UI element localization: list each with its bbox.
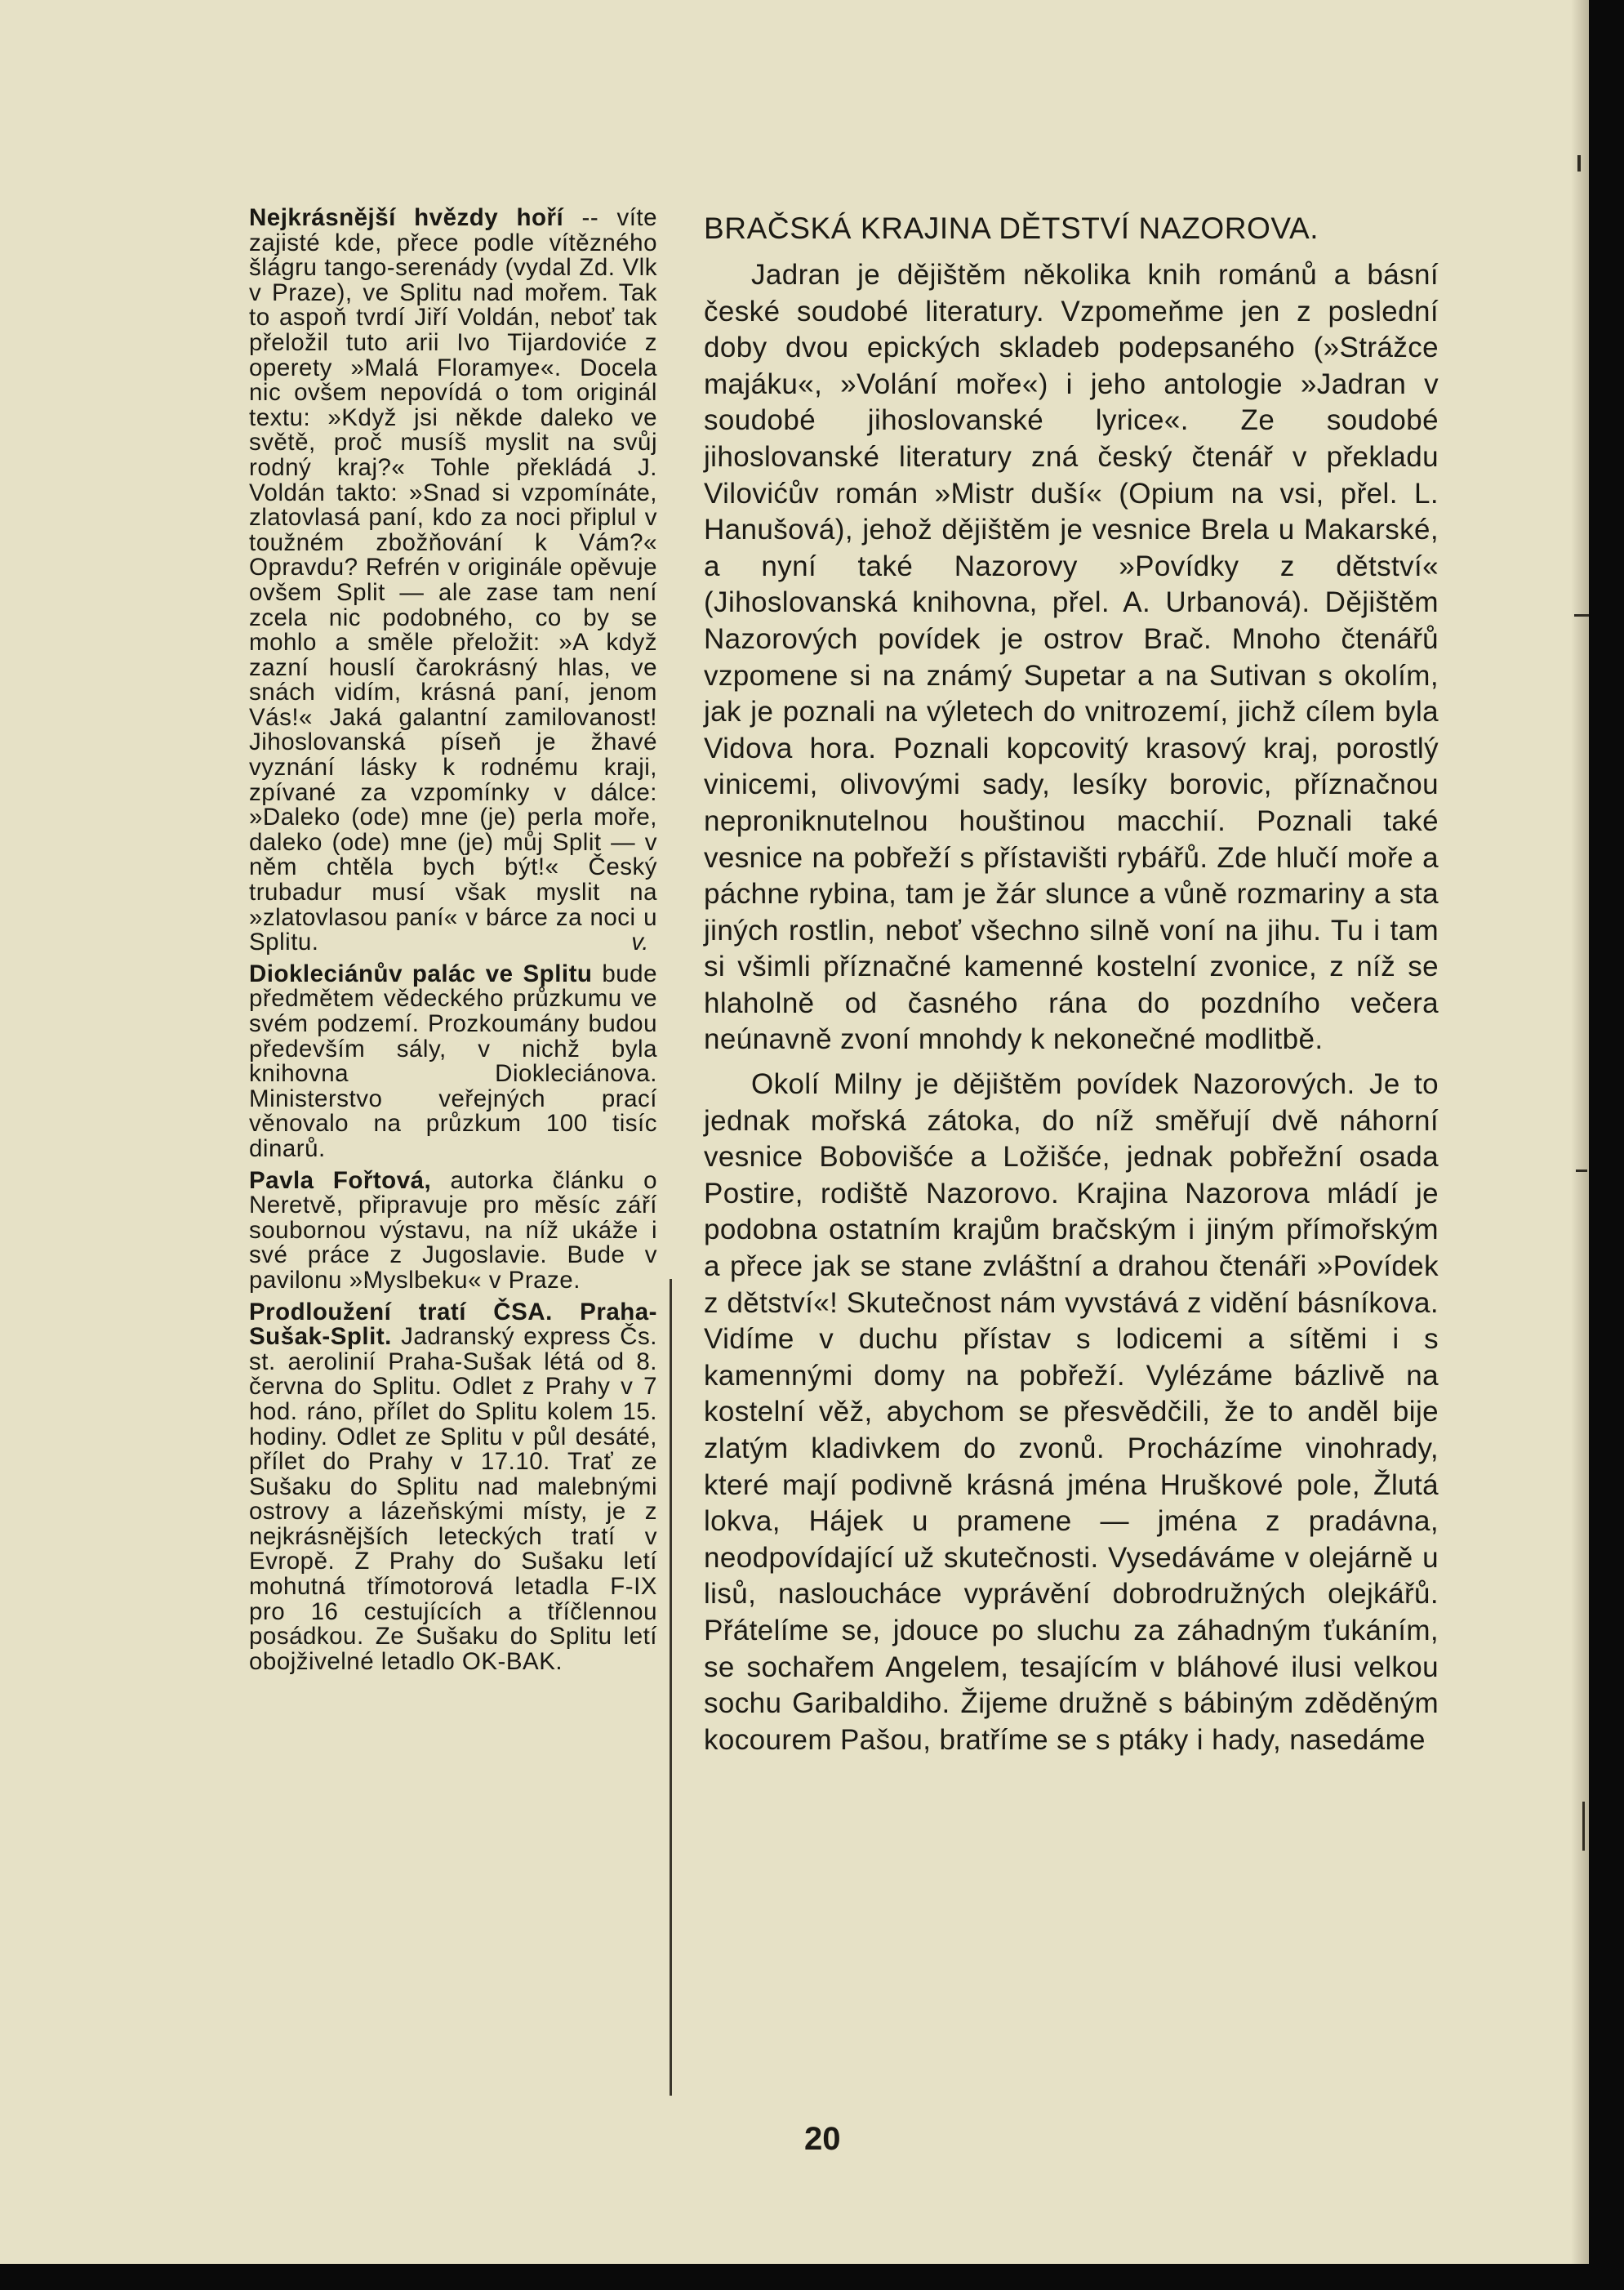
article-column <box>704 208 1439 1767</box>
news-headline: Pavla Fořtová, <box>249 1166 432 1194</box>
author-signature: v. <box>631 929 649 956</box>
news-item <box>249 962 657 1162</box>
article-title: BRAČSKÁ KRAJINA DĚTSTVÍ NAZOROVA. <box>704 212 1319 245</box>
news-headline: Nejkrásnější hvězdy hoří <box>249 204 564 231</box>
news-text: Jadranský express Čs. st. aerolinií Praha-Sušak létá od 8. června do Splitu. Odlet z Prahy v 7 hod. ráno, přílet do Splitu kolem 15. hodiny. Odlet ze Splitu v půl desáté, přílet do Prahy v 17.10. Trať ze Sušaku do Splitu nad malebnými ostrovy a lázeňskými místy, je z nejkrásnějších leteckých tratí v Evropě. Z Prahy do Sušaku letí mohutná třímotorová letadla F-IX pro 16 cestujících a tříčlennou posádkou. Ze Sušaku do Splitu letí obojživelné letadlo OK-BAK. <box>249 1323 657 1675</box>
article-paragraph: Okolí Milny je dějištěm povídek Nazorových. Je to jednak mořská zátoka, do níž směřují dvě náhorní vesnice Bobovišće a Ložišće, jednak pobřežní osada Postire, rodiště Nazorovo. Krajina Nazorova mládí je podobna ostatním krajům bračským i jiným přímořským a přece jak se stane zvláštní a drahou čtenáři »Povídek z dětství«! Skutečnost nám vyvstává z vidění básníkova. Vidíme v duchu přístav s lodicemi a sítěmi i s kamennými domy na pobřeží. Vylézáme bázlivě na kostelní věž, abychom se přesvědčili, že to anděl bije zlatým kladivkem do zvonů. Procházíme vinohrady, které mají podivně krásná jména Hruškové pole, Žlutá lokva, Hájek u pramene — jména z pradávna, neodpovídající už skutečnosti. Vysedáváme v olejárně u lisů, nasloucháce vyprávění dobrodružných olejkářů. Přátelíme se, jdouce po sluchu za záhadným ťukáním, se sochařem Angelem, tesajícím v bláhové ilusi velkou sochu Garibaldiho. Žijeme družně s bábiným zděděným kocourem Pašou, bratříme se s ptáky i hady, nasedáme <box>704 1068 1439 1756</box>
news-column <box>249 206 657 1681</box>
edge-mark <box>1577 155 1581 172</box>
edge-mark <box>1576 1170 1587 1172</box>
news-headline: Prodloužení tratí ČSA. Praha-Sušak-Split. <box>249 1298 657 1351</box>
news-item <box>249 206 657 956</box>
news-headline: Diokleciánův palác ve Splitu <box>249 960 593 987</box>
news-item <box>249 1300 657 1675</box>
column-divider <box>670 1279 672 2096</box>
page-number: 20 <box>804 2121 841 2157</box>
news-text: autorka článku o Neretvě, připravuje pro měsíc září soubornou výstavu, na níž ukáže i své práce z Jugoslavie. Bude v pavilonu »Myslbeku« v Praze. <box>249 1166 657 1294</box>
news-text: -- víte zajisté kde, přece podle vítězného šlágru tango-serenády (vydal Zd. Vlk v Praze), ve Splitu nad mořem. Tak to aspoň tvrdí Jiří Voldán, neboť tak přeložil tuto arii Ivo Tijardoviće z operety »Malá Floramye«. Docela nic ovšem nepovídá o tom originál textu: »Když jsi někde daleko ve světě, proč musíš myslit na svůj rodný kraj?« Tohle překládá J. Voldán takto: »Snad si vzpomínáte, zlatovlasá paní, kdo za noci připlul v toužném zbožňování k Vám?« Opravdu? Refrén v originále opěvuje ovšem Split — ale zase tam není zcela nic podobného, co by se mohlo a směle přeložit: »A když zazní houslí čarokrásný hlas, ve snách vidím, krásná paní, jenom Vás!« Jaká galantní zamilovanost! Jihoslovanská píseň je žhavé vyznání lásky k rodnému kraji, zpívané za vzpomínky v dálce: »Daleko (ode) mne (je) perla moře, daleko (ode) mne (je) můj Split — v něm chtěla bych být!« Český trubadur musí však myslit na »zlatovlasou paní« v bárce za noci u Splitu. <box>249 204 658 956</box>
edge-mark <box>1574 614 1589 617</box>
news-item <box>249 1166 657 1294</box>
edge-mark <box>1582 1802 1585 1851</box>
article-paragraph: Jadran je dějištěm několika knih románů a básní české soudobé literatury. Vzpomeňme jen z poslední doby dvou epických skladeb podepsaného (»Strážce majáku«, »Volání moře«) i jeho antologie »Jadran v soudobé jihoslovanské lyrice«. Ze soudobé jihoslovanské literatury zná český čtenář v překladu Vilovićův román »Mistr duší« (Opium na vsi, přel. L. Hanušová), jehož dějištěm je vesnice Brela u Makarské, a nyní také Nazorovy »Povídky z dětství« (Jihoslovanská knihovna, přel. A. Urbanová). Dějištěm Nazorových povídek je ostrov Brač. Mnoho čtenářů vzpomene si na známý Supetar a na Sutivan s okolím, jak je poznali na výletech do vnitrozemí, jichž cílem byla Vidova hora. Poznali kopcovitý krasový kraj, porostlý vinicemi, olivovými sady, lesíky borovic, příznačnou neproniknutelnou houštinou macchií. Poznali také vesnice na pobřeží s přístavišti rybářů. Zde hlučí moře a páchne rybina, tam je žár slunce a vůně rozmariny a sta jiných rostlin, neboť všechno silně voní na jihu. Tu i tam si všimli příznačné kamenné kostelní zvonice, z níž se hlaholně od časného rána do pozdního večera neúnavně zvoní mnohdy k nekonečné modlitbě. <box>704 259 1439 1056</box>
news-text: bude předmětem vědeckého průzkumu ve svém podzemí. Prozkoumány budou především sály, v nichž byla knihovna Diokleciánova. Ministerstvo veřejných prací věnovalo na průzkum 100 tisíc dinarů. <box>249 960 657 1162</box>
